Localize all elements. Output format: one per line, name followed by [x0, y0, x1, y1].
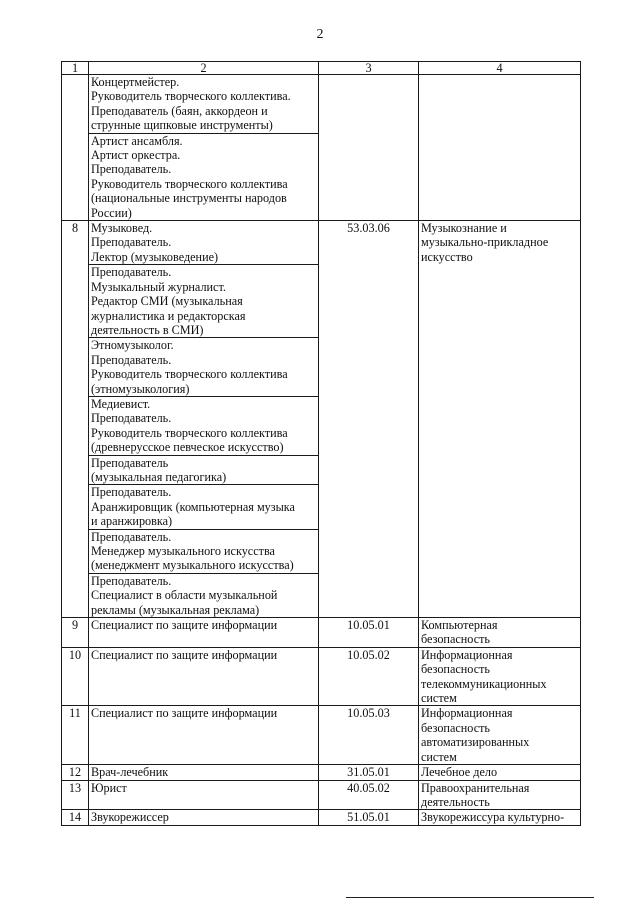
qualification-line: Музыковед. — [91, 221, 153, 236]
qualification-line: струнные щипковые инструменты) — [91, 118, 273, 133]
qualification-line: Преподаватель. — [91, 265, 172, 280]
specialty-name-line: Компьютерная — [421, 618, 498, 633]
specialty-code: 10.05.02 — [319, 647, 419, 706]
table-row — [62, 647, 581, 706]
specialty-name — [419, 765, 581, 780]
specialty-name — [419, 221, 581, 618]
table-body — [62, 75, 581, 826]
qualification-line: Преподаватель — [91, 455, 169, 470]
row-number: 12 — [62, 765, 89, 780]
specialty-name-line: искусство — [421, 249, 473, 264]
row-number — [62, 75, 89, 221]
qualification-cell — [89, 485, 319, 529]
qualification-cell — [89, 573, 319, 617]
qualification-cell — [89, 133, 319, 220]
qualification-line: журналистика и редакторская — [91, 308, 246, 323]
specialty-code: 10.05.01 — [319, 618, 419, 648]
row-number: 9 — [62, 618, 89, 648]
qualification-line: Врач-лечебник — [91, 765, 169, 780]
qualification-line: Менеджер музыкального искусства — [91, 544, 275, 558]
specialty-code — [319, 75, 419, 221]
qualification-line: Преподаватель (баян, аккордеон и — [91, 103, 268, 118]
qualification-line: Преподаватель. — [91, 529, 172, 544]
qualification-line: Аранжировщик (компьютерная музыка — [91, 499, 295, 514]
qualification-line: Преподаватель. — [91, 162, 172, 177]
qualification-line: (древнерусское певческое искусство) — [91, 440, 284, 455]
table-row — [62, 706, 581, 765]
qualification-cell — [89, 647, 319, 706]
specialty-name-line: безопасность — [421, 720, 490, 735]
specialty-name-line: систем — [421, 691, 457, 706]
specialty-name-line: музыкально-прикладное — [421, 235, 549, 250]
specialty-name — [419, 618, 581, 648]
qualification-line: (национальные инструменты народов — [91, 191, 287, 206]
header-col-3: 3 — [319, 62, 419, 75]
qualification-cell — [89, 455, 319, 485]
qualification-cell — [89, 810, 319, 825]
qualification-cell — [89, 221, 319, 265]
specialty-name — [419, 780, 581, 810]
specialty-code: 40.05.02 — [319, 780, 419, 810]
qualification-cell — [89, 75, 319, 134]
qualification-cell — [89, 780, 319, 810]
specialty-name-line: безопасность — [421, 662, 490, 677]
table-row — [62, 765, 581, 780]
qualification-line: рекламы (музыкальная реклама) — [91, 602, 260, 617]
qualification-line: Преподаватель. — [91, 411, 172, 426]
specialty-name — [419, 75, 581, 221]
qualification-line: (музыкальная педагогика) — [91, 469, 227, 484]
qualification-line: Специалист по защите информации — [91, 618, 278, 633]
qualification-line: Артист ансамбля. — [91, 133, 183, 148]
table-row — [62, 780, 581, 810]
table-row — [62, 810, 581, 825]
qualification-line: Преподаватель. — [91, 485, 172, 500]
specialty-name-line: систем — [421, 749, 457, 764]
qualification-line: Лектор (музыковедение) — [91, 249, 219, 264]
qualification-cell — [89, 618, 319, 648]
table-row — [62, 618, 581, 648]
specialty-name — [419, 810, 581, 825]
qualification-line: (этномузыкология) — [91, 381, 190, 396]
row-number: 13 — [62, 780, 89, 810]
row-number: 11 — [62, 706, 89, 765]
specialty-name-line: телекоммуникационных — [421, 676, 547, 691]
header-row — [62, 62, 581, 75]
qualification-line: Артист оркестра. — [91, 148, 181, 163]
qualification-line: Руководитель творческого коллектива — [91, 367, 288, 382]
specialty-name-line: безопасность — [421, 632, 490, 647]
specialty-name-line: Звукорежиссура культурно- — [421, 810, 565, 825]
specialty-code: 10.05.03 — [319, 706, 419, 765]
table-row — [62, 75, 581, 134]
specialty-name-line: Лечебное дело — [421, 765, 498, 780]
footer-divider — [346, 897, 594, 898]
qualification-line: Руководитель творческого коллектива. — [91, 89, 291, 104]
specialties-table — [61, 61, 581, 826]
qualification-line: Преподаватель. — [91, 573, 172, 588]
specialty-name — [419, 706, 581, 765]
qualification-cell — [89, 338, 319, 397]
qualification-line: Преподаватель. — [91, 235, 172, 250]
header-col-2: 2 — [89, 62, 319, 75]
qualification-line: Медиевист. — [91, 396, 151, 411]
qualification-line: Специалист по защите информации — [91, 647, 278, 662]
specialty-name — [419, 647, 581, 706]
row-number: 10 — [62, 647, 89, 706]
qualification-line: Редактор СМИ (музыкальная — [91, 294, 243, 309]
qualification-cell — [89, 396, 319, 455]
qualification-line: Руководитель творческого коллектива — [91, 176, 288, 191]
specialty-name-line: Музыкознание и — [421, 221, 507, 236]
qualification-line: Специалист в области музыкальной — [91, 588, 278, 603]
specialty-name-line: Информационная — [421, 647, 513, 662]
specialty-name-line: автоматизированных — [421, 735, 530, 750]
qualification-line: Звукорежиссер — [91, 810, 169, 825]
qualification-line: Музыкальный журналист. — [91, 279, 226, 294]
qualification-cell — [89, 529, 319, 573]
row-number: 14 — [62, 810, 89, 825]
specialty-name-line: Правоохранительная — [421, 780, 530, 795]
header-col-4: 4 — [419, 62, 581, 75]
qualification-line: Специалист по защите информации — [91, 706, 278, 721]
qualification-line: Юрист — [91, 780, 127, 795]
specialty-code: 53.03.06 — [319, 221, 419, 618]
specialty-name-line: Информационная — [421, 706, 513, 721]
qualification-line: Руководитель творческого коллектива — [91, 425, 288, 440]
page-number: 2 — [316, 27, 324, 42]
specialty-code: 51.05.01 — [319, 810, 419, 825]
qualification-cell — [89, 706, 319, 765]
qualification-line: Этномузыколог. — [91, 338, 174, 353]
qualification-line: России) — [91, 205, 132, 220]
qualification-line: деятельность в СМИ) — [91, 322, 204, 337]
qualification-line: и аранжировка) — [91, 514, 173, 529]
header-col-1: 1 — [62, 62, 89, 75]
specialty-code: 31.05.01 — [319, 765, 419, 780]
qualification-line: Концертмейстер. — [91, 75, 180, 89]
qualification-cell — [89, 765, 319, 780]
table-row — [62, 221, 581, 265]
qualification-cell — [89, 265, 319, 338]
qualification-line: (менеджмент музыкального искусства) — [91, 558, 294, 573]
row-number: 8 — [62, 221, 89, 618]
specialty-name-line: деятельность — [421, 794, 490, 809]
qualification-line: Преподаватель. — [91, 352, 172, 367]
